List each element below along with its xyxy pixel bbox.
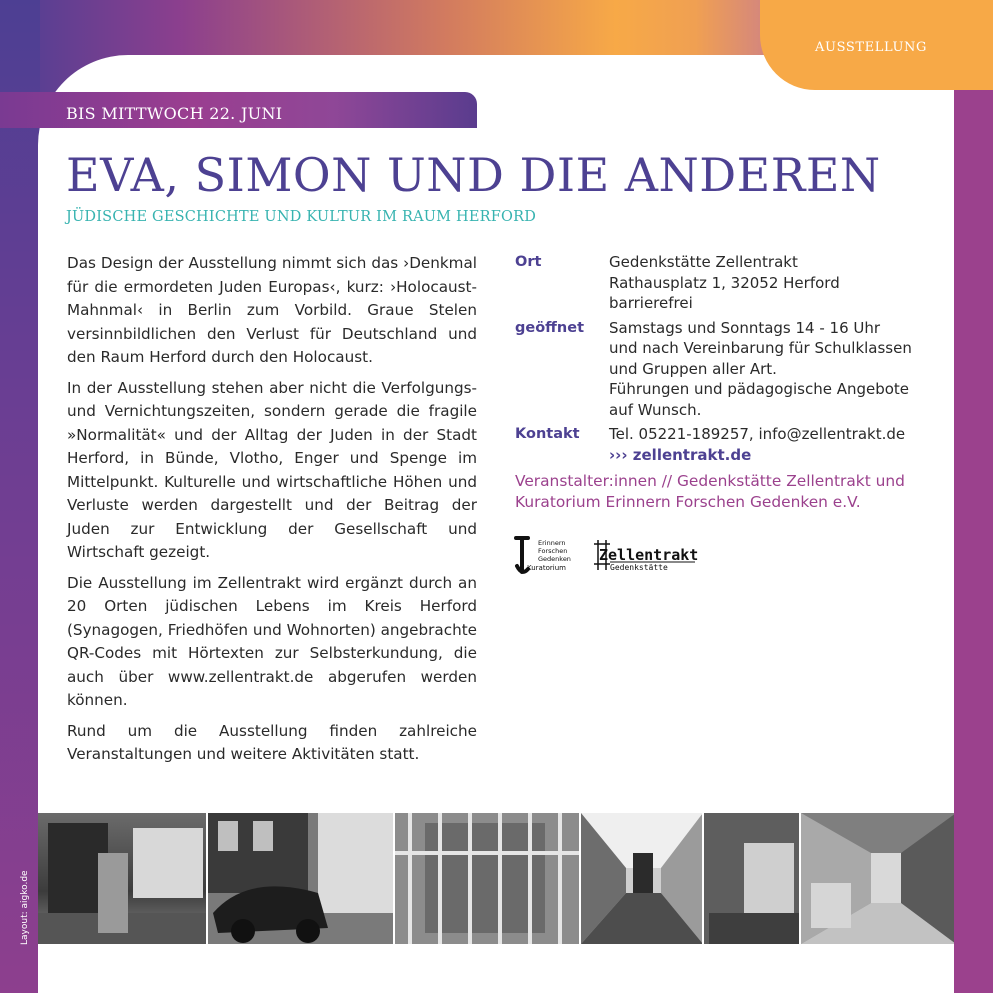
opening-label: geöffnet	[515, 319, 585, 336]
location-value	[609, 252, 925, 314]
website-link[interactable]: ››› zellentrakt.de	[609, 445, 752, 464]
layout-credit: Layout: aigko.de	[20, 870, 30, 945]
date-banner	[0, 92, 477, 128]
cell-bars-photo	[395, 813, 581, 944]
kuratorium-logo	[514, 536, 574, 578]
info-row-opening	[515, 318, 925, 421]
location-label: Ort	[515, 254, 542, 270]
right-purple-band	[953, 60, 993, 993]
kuratorium-logo-text: Forschen	[538, 547, 568, 555]
contact-label: Kontakt	[515, 426, 580, 442]
opening-line: Samstags und Sonntags 14 - 16 Uhr	[609, 318, 881, 337]
contact-value	[609, 424, 925, 465]
opening-value	[609, 318, 925, 421]
event-info	[515, 252, 925, 469]
location-line: Gedenkstätte Zellentrakt	[609, 253, 798, 271]
zellentrakt-logo	[590, 538, 700, 574]
opening-line: auf Wunsch.	[609, 400, 702, 419]
body-text	[67, 252, 477, 774]
location-line: barrierefrei	[609, 294, 693, 312]
section-tab	[760, 0, 993, 90]
left-gradient-band	[0, 0, 40, 993]
date-banner-label: BIS MITTWOCH 22. JUNI	[66, 104, 283, 123]
body-paragraph: Die Ausstellung im Zellentrakt wird ergänzt durch an 20 Orten jüdischen Lebens im Kreis Herford (Synagogen, Friedhöfen und Wohnorten) angebrachte QR-Codes mit Hörtexten zur Selbsterkundung, die auch über www.zellentrakt.de abgerufen werden können.	[67, 573, 477, 709]
exhibition-photo	[38, 813, 208, 944]
contact-line: Tel. 05221-189257, info@zellentrakt.de	[609, 425, 906, 443]
photo-strip	[38, 813, 954, 944]
body-paragraph: Rund um die Ausstellung finden zahlreiche Veranstaltungen und weitere Aktivitäten statt.	[67, 721, 477, 763]
street-car-photo	[208, 813, 395, 944]
corridor-photo	[581, 813, 704, 944]
page-title: EVA, SIMON UND DIE ANDEREN	[66, 148, 881, 202]
display-panel-photo	[704, 813, 801, 944]
opening-line: und Gruppen aller Art.	[609, 359, 777, 378]
kuratorium-logo-text: Gedenken	[538, 555, 571, 563]
zellentrakt-logo-subtext: Gedenkstätte	[610, 563, 668, 572]
organizer-text: Veranstalter:innen // Gedenkstätte Zellentrakt und Kuratorium Erinnern Forschen Gedenken e.V.	[515, 472, 905, 511]
zellentrakt-logo-text: Zellentrakt	[599, 546, 699, 564]
kuratorium-logo-text: Kuratorium	[527, 564, 566, 572]
opening-line: und nach Vereinbarung für Schulklassen	[609, 339, 912, 357]
info-row-location	[515, 252, 925, 314]
opening-line: Führungen und pädagogische Angebote	[609, 380, 910, 398]
info-row-contact	[515, 424, 925, 465]
body-paragraph: Das Design der Ausstellung nimmt sich das ›Denkmal für die ermordeten Juden Europas‹, kurz: ›Holocaust-Mahnmal‹ in Berlin zum Vorbild. Graue Stelen versinnbildlichen den Verlust für Deutschland und den Raum Herford durch den Holocaust.	[67, 254, 477, 366]
hallway-photo	[801, 813, 954, 944]
page-subtitle: JÜDISCHE GESCHICHTE UND KULTUR IM RAUM HERFORD	[66, 209, 537, 225]
location-line: Rathausplatz 1, 32052 Herford	[609, 273, 840, 292]
section-tab-label: AUSSTELLUNG	[815, 40, 927, 55]
body-paragraph: In der Ausstellung stehen aber nicht die Verfolgungs- und Vernichtungszeiten, sondern gerade die fragile »Normalität« und der Alltag der Juden in der Stadt Herford, in Bünde, Vlotho, Enger und Spenge im Mittelpunkt. Kulturelle und wirtschaftliche Höhen und Verluste werden dargestellt und der Beitrag der Juden zur Entwicklung der Gesellschaft und Wirtschaft gezeigt.	[67, 378, 477, 561]
kuratorium-logo-text: Erinnern	[538, 539, 566, 547]
